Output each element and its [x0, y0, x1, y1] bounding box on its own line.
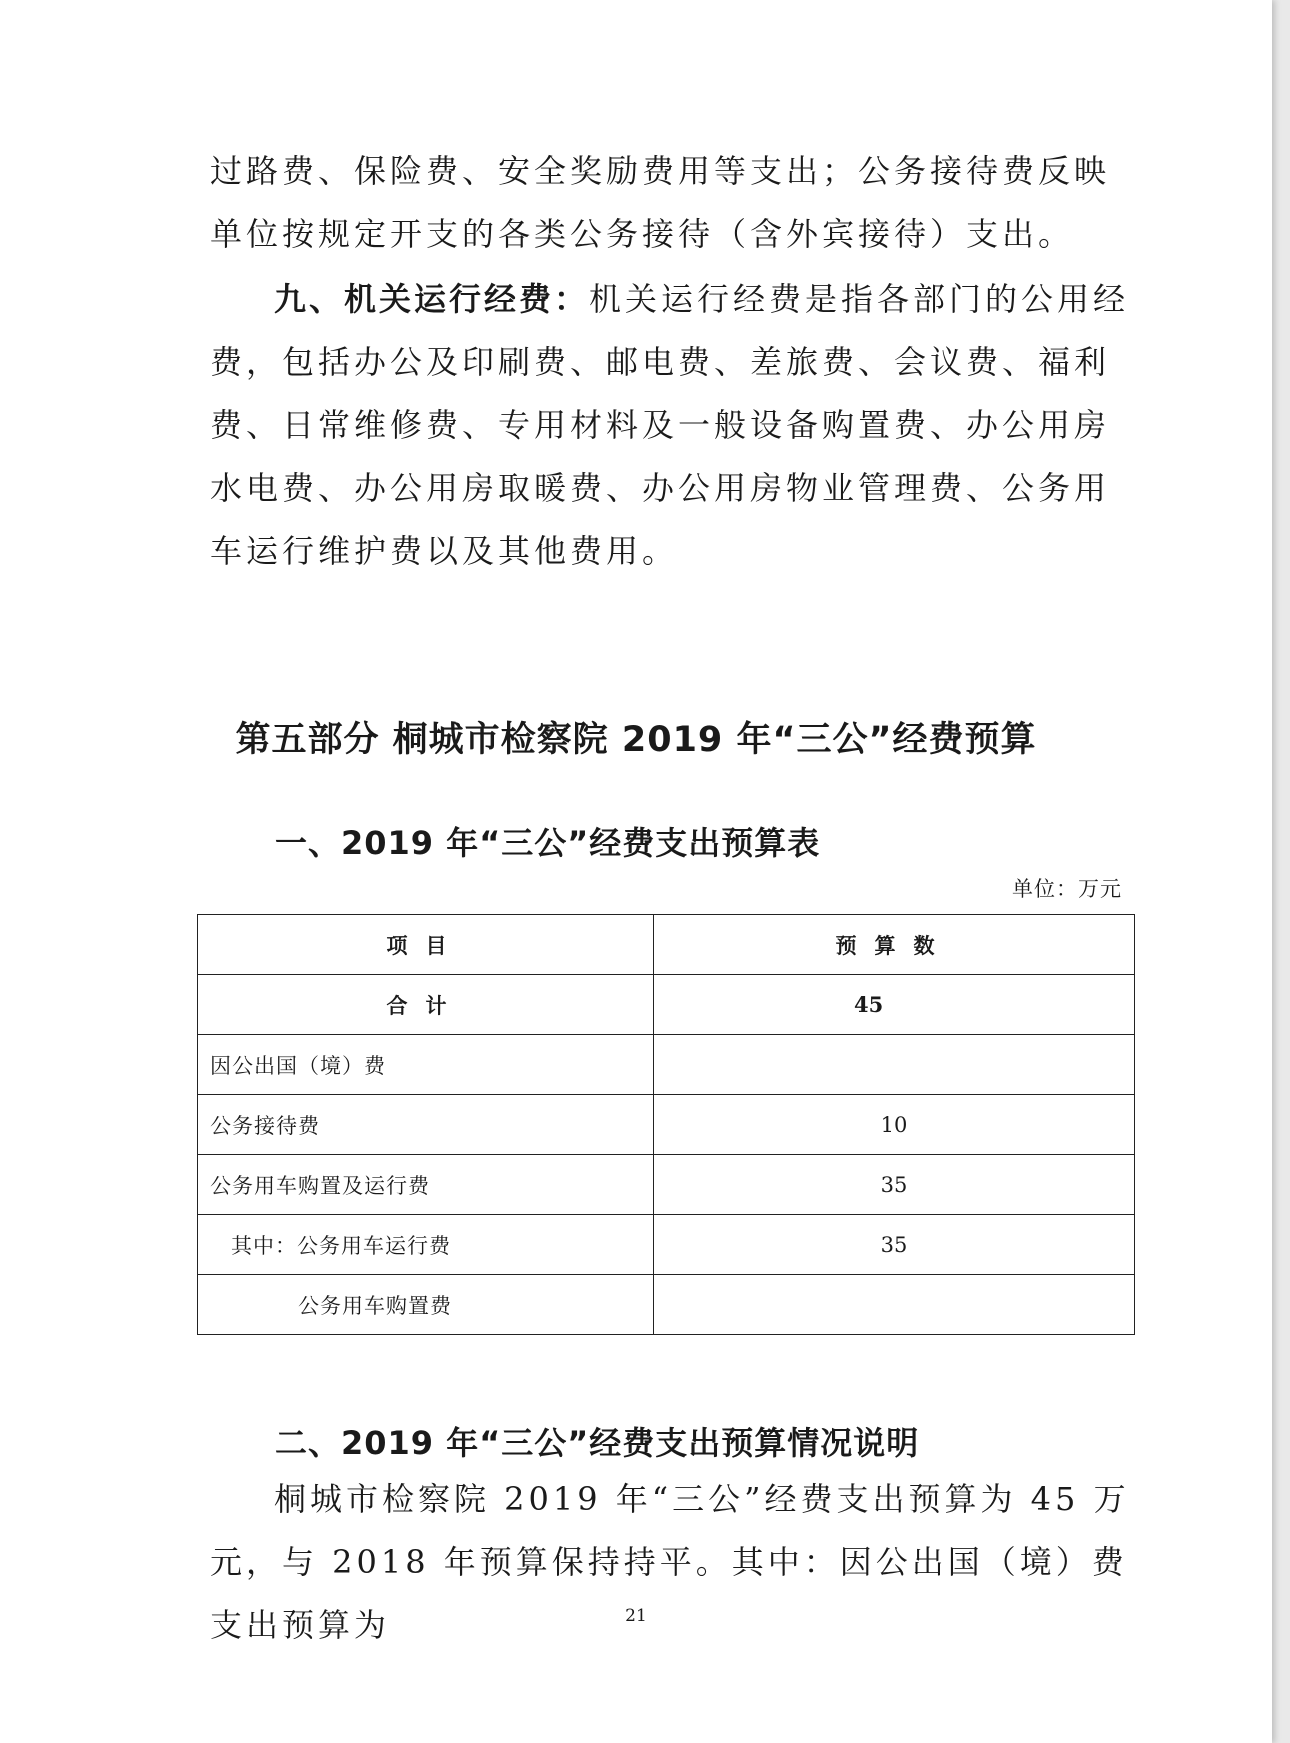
paragraph-operating-expenses	[210, 268, 1130, 583]
paragraph-explanation: 桐城市检察院 2019 年“三公”经费支出预算为 45 万元，与 2018 年预算保持持平。其中：因公出国（境）费支出预算为	[210, 1480, 1130, 1644]
paragraph-text: 机关运行经费是指各部门的公用经费，包括办公及印刷费、邮电费、差旅费、会议费、福利费、日常维修费、专用材料及一般设备购置费、办公用房水电费、办公用房取暖费、办公用房物业管理费、公务用车运行维护费以及其他费用。	[210, 280, 1130, 570]
total-value: 45	[654, 975, 1135, 1035]
paragraph-heading: 九、机关运行经费：	[274, 280, 590, 318]
table-row	[198, 1215, 1135, 1275]
unit-label: 单位：万元	[1012, 877, 1122, 901]
part-title: 第五部分 桐城市检察院 2019 年“三公”经费预算	[235, 720, 1037, 760]
table-row	[198, 1155, 1135, 1215]
page-number: 21	[625, 1606, 647, 1626]
row-value	[654, 1275, 1135, 1335]
section-title-explanation: 二、2019 年“三公”经费支出预算情况说明	[275, 1424, 920, 1462]
row-value: 35	[654, 1215, 1135, 1275]
row-label: 公务用车购置费	[198, 1275, 654, 1335]
table-total-row	[198, 975, 1135, 1035]
table-header-row	[198, 915, 1135, 975]
row-value: 10	[654, 1095, 1135, 1155]
header-amount: 预算数	[654, 915, 1135, 975]
row-label: 公务接待费	[198, 1095, 654, 1155]
row-label: 其中：公务用车运行费	[198, 1215, 654, 1275]
row-label: 公务用车购置及运行费	[198, 1155, 654, 1215]
section-title-budget-table: 一、2019 年“三公”经费支出预算表	[275, 824, 821, 862]
paragraph-continuation: 过路费、保险费、安全奖励费用等支出；公务接待费反映单位按规定开支的各类公务接待（含外宾接待）支出。	[210, 152, 1111, 253]
table-row	[198, 1095, 1135, 1155]
row-label: 因公出国（境）费	[198, 1035, 654, 1095]
row-value: 35	[654, 1155, 1135, 1215]
total-label: 合计	[198, 975, 654, 1035]
row-value	[654, 1035, 1135, 1095]
table-row	[198, 1275, 1135, 1335]
header-item: 项目	[198, 915, 654, 975]
table-row	[198, 1035, 1135, 1095]
budget-table	[197, 914, 1135, 1335]
